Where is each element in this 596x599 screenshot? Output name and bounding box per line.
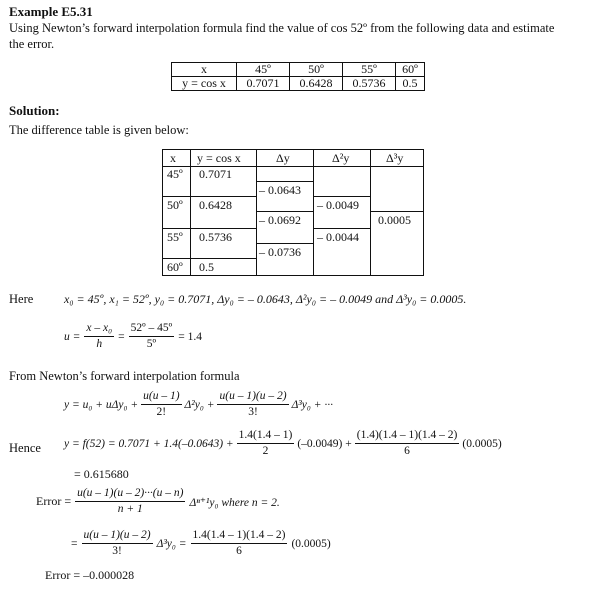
table-cell: 45º: [237, 63, 290, 77]
table-cell: – 0.0736: [259, 245, 301, 259]
here-label: Here: [9, 292, 34, 306]
table-cell: 50º: [290, 63, 343, 77]
table-cell: 45º: [167, 167, 183, 181]
error-label: Error =: [36, 494, 72, 509]
table-header: x: [170, 151, 176, 165]
error-fraction-2: [82, 529, 153, 558]
error-den-3: 6: [236, 545, 242, 558]
hence-result: = 0.615680: [74, 467, 129, 481]
error-final: Error = –0.000028: [45, 568, 135, 582]
error-tail-1: Δⁿ⁺¹y₀ where n = 2.: [189, 496, 280, 509]
newton-fraction-1: [141, 390, 181, 419]
hence-num-2: (1.4)(1.4 – 1)(1.4 – 2): [355, 429, 460, 444]
u-num-2: 52º – 45º: [129, 322, 175, 337]
table-header: Δ³y: [386, 151, 404, 165]
given-data-table: [171, 62, 425, 91]
solution-heading: Solution:: [9, 103, 60, 118]
table-header: y = cos x: [197, 151, 241, 165]
newton-num-1: u(u – 1): [141, 390, 181, 405]
hence-den-1: 2: [262, 445, 269, 458]
newton-intro: From Newton’s forward interpolation formula: [9, 369, 240, 383]
table-cell: 55º: [343, 63, 396, 77]
table-header: Δy: [276, 151, 290, 165]
table-cell: 0.7071: [237, 77, 290, 91]
table-cell: 0.5: [396, 77, 425, 91]
hence-den-2: 6: [404, 445, 410, 458]
table-cell: – 0.0692: [259, 213, 301, 227]
table-cell: – 0.0643: [259, 183, 301, 197]
newton-den-2: 3!: [248, 406, 258, 419]
newton-mid: Δ²y₀ +: [184, 398, 215, 411]
table-cell: 60º: [167, 260, 183, 274]
newton-num-2: u(u – 1)(u – 2): [217, 390, 288, 405]
newton-lhs: y = u₀ + uΔy₀ +: [64, 398, 139, 411]
solution-intro: The difference table is given below:: [9, 123, 189, 137]
hence-lhs: y = f(52) = 0.7071 + 1.4(–0.0643) +: [64, 437, 234, 450]
u-result: = 1.4: [178, 330, 202, 343]
error-num-2: u(u – 1)(u – 2): [82, 529, 153, 544]
table-header: Δ²y: [332, 151, 350, 165]
newton-formula: [64, 390, 333, 419]
error-den-2: 3!: [112, 545, 122, 558]
table-cell: 55º: [167, 230, 183, 244]
u-num-1: x – x₀: [84, 322, 114, 337]
hence-num-1: 1.4(1.4 – 1): [237, 429, 295, 444]
u-den-2: 5º: [146, 338, 157, 351]
error-den-1: n + 1: [117, 503, 143, 516]
table-cell: – 0.0044: [317, 230, 359, 244]
given-values: x₀ = 45º, x₁ = 52º, y₀ = 0.7071, Δy₀ = – 0.0643, Δ²y₀ = – 0.0049 and Δ³y₀ = 0.0005.: [64, 292, 467, 306]
hence-formula: [64, 429, 502, 458]
table-cell: 0.5736: [199, 230, 232, 244]
example-title: Example E5.31: [9, 4, 93, 19]
error-num-1: u(u – 1)(u – 2)···(u – n): [75, 487, 185, 502]
newton-den-1: 2!: [156, 406, 167, 419]
hence-fraction-1: [237, 429, 295, 458]
u-fraction-1: [84, 322, 114, 351]
error-eq-2: =: [71, 537, 78, 550]
hence-mid: (–0.0049) +: [297, 437, 352, 450]
u-equation: [64, 322, 202, 351]
error-fraction-1: [75, 487, 185, 516]
error-num-3: 1.4(1.4 – 1)(1.4 – 2): [191, 529, 288, 544]
error-formula-2: [71, 529, 331, 558]
table-cell: 0.6428: [199, 198, 232, 212]
table-cell: – 0.0049: [317, 198, 359, 212]
question-text: Using Newton’s forward interpolation formula find the value of cos 52º from the following data and estimate: [9, 21, 555, 35]
error-tail-2: (0.0005): [291, 537, 331, 550]
table-cell: x: [172, 63, 237, 77]
table-cell: 60º: [396, 63, 425, 77]
error-mid-2: Δ³y₀ =: [156, 537, 187, 550]
table-cell: 0.5: [199, 260, 214, 274]
hence-fraction-2: [355, 429, 460, 458]
error-fraction-3: [191, 529, 288, 558]
error-formula: [36, 487, 280, 516]
u-fraction-2: [129, 322, 175, 351]
question-text-cont: the error.: [9, 37, 55, 51]
table-cell: 0.0005: [378, 213, 411, 227]
u-den-1: h: [96, 338, 103, 351]
u-lhs: u =: [64, 330, 81, 343]
newton-tail: Δ³y₀ + ···: [291, 398, 333, 411]
u-eq-sign: =: [118, 330, 125, 343]
table-cell: y = cos x: [172, 77, 237, 91]
table-cell: 0.6428: [290, 77, 343, 91]
table-cell: 50º: [167, 198, 183, 212]
hence-label: Hence: [9, 441, 41, 455]
newton-fraction-2: [217, 390, 288, 419]
table-cell: 0.5736: [343, 77, 396, 91]
table-cell: 0.7071: [199, 167, 232, 181]
hence-tail: (0.0005): [462, 437, 502, 450]
